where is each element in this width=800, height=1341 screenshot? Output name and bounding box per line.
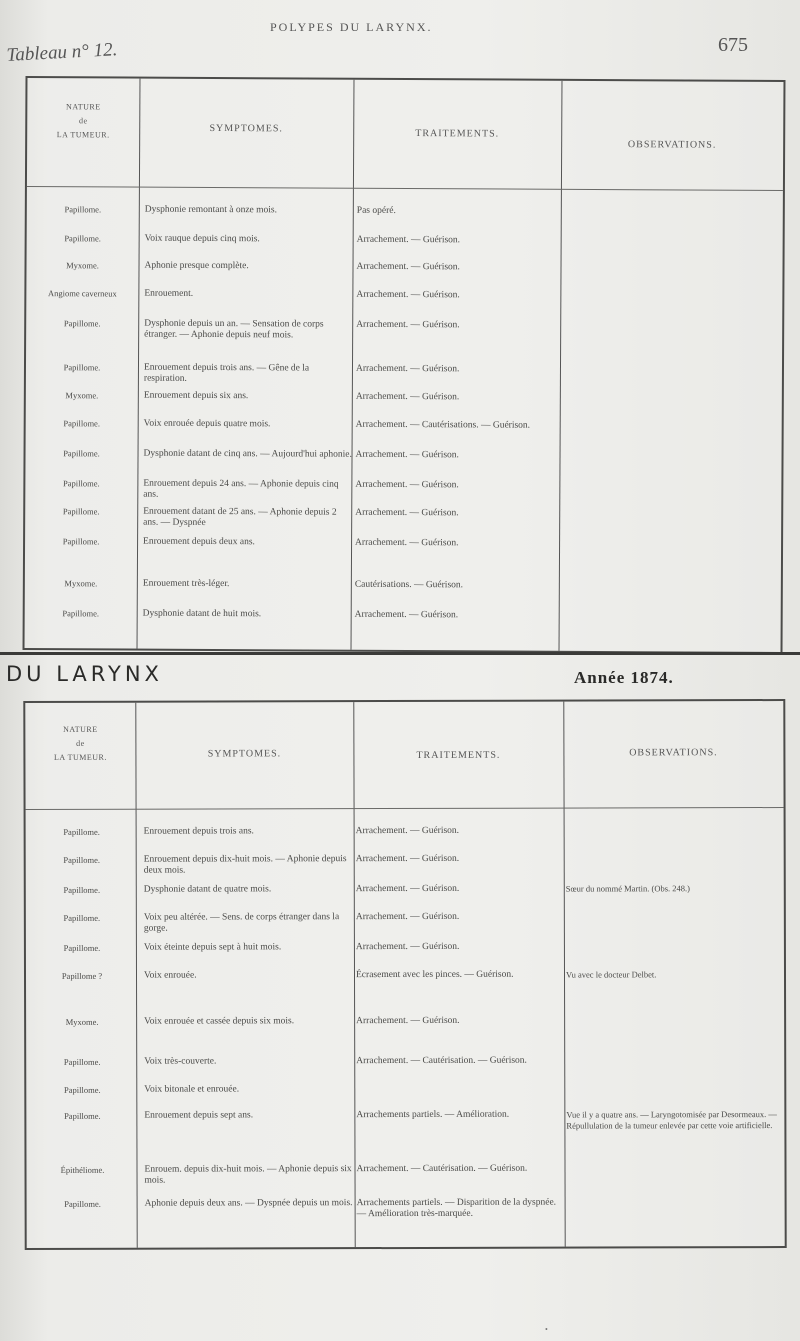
cell-symptomes: Enrouement. [144, 288, 194, 299]
cell-observations [566, 291, 780, 292]
cell-observations [566, 365, 780, 366]
header-traitements: TRAITEMENTS. [415, 128, 500, 140]
cell-nature: Papillome. [64, 204, 102, 215]
cell-traitements: Arrachement. — Guérison. [355, 363, 460, 375]
header-observations: OBSERVATIONS. [629, 747, 718, 759]
cell-symptomes: Dysphonie datant de cinq ans. — Aujourd'hui aphonie. [143, 448, 352, 460]
cell-observations [565, 611, 779, 612]
table-1 [23, 76, 786, 654]
cell-symptomes: Enrouement depuis trois ans. — Gêne de la respiration. [143, 362, 310, 384]
table-row [26, 1015, 784, 1027]
table-row [26, 1163, 784, 1186]
footer-mark: • [545, 1325, 548, 1334]
cell-nature: Papillome. [62, 506, 100, 517]
table-row [26, 390, 782, 403]
cell-nature: Papillome. [63, 478, 100, 489]
table-row [26, 883, 784, 895]
tableau-label: Tableau n° 12. [6, 39, 118, 66]
table-row [25, 608, 781, 621]
cell-traitements: Arrachement. — Guérison. [355, 479, 459, 491]
table-row [26, 448, 782, 461]
cell-observations [566, 321, 780, 322]
cell-symptomes: Dysphonie remontant à onze mois. [144, 204, 278, 216]
cell-symptomes: Aphonie depuis deux ans. — Dyspnée depuis un mois. [144, 1198, 353, 1209]
cell-nature: Papillome ? [61, 970, 103, 981]
header-nature-line2: de [78, 116, 88, 126]
table-row [27, 233, 783, 246]
banner-year: Année 1874. [574, 668, 674, 687]
cell-observations [566, 393, 780, 394]
cell-symptomes: Enrouement depuis trois ans. [143, 826, 254, 837]
table-row [26, 318, 782, 341]
cell-nature: Papillome. [63, 448, 100, 459]
cell-symptomes: Enrouement depuis dix-huit mois. — Aphonie depuis deux mois. [143, 854, 347, 876]
cell-observations [565, 539, 779, 540]
table-row [27, 260, 783, 273]
cell-traitements: Écrasement avec les pinces. — Guérison. [355, 969, 514, 981]
cell-traitements: Arrachement. — Guérison. [355, 941, 460, 953]
cell-symptomes: Enrouement depuis deux ans. [143, 536, 255, 548]
header-nature-line3: LA TUMEUR. [56, 130, 110, 140]
cell-observations: Sœur du nommé Martin. (Obs. 248.) [565, 883, 690, 894]
cell-traitements: Arrachement. — Guérison. [355, 883, 460, 895]
cell-observations [566, 941, 780, 942]
table-row [26, 825, 784, 837]
cell-traitements: Arrachement. — Cautérisation. — Guérison. [356, 1055, 527, 1067]
cell-symptomes: Voix éteinte depuis sept à huit mois. [143, 942, 282, 953]
cell-nature: Papillome. [63, 884, 101, 895]
cell-observations [566, 853, 780, 854]
cell-observations: Vu avec le docteur Delbet. [565, 969, 657, 980]
cell-traitements: Arrachement. — Cautérisation. — Guérison. [356, 1163, 528, 1175]
cell-symptomes: Dysphonie datant de quatre mois. [143, 884, 272, 895]
cell-symptomes: Voix enrouée depuis quatre mois. [143, 418, 271, 430]
table-row [26, 969, 784, 981]
cell-observations [567, 1197, 781, 1198]
cell-nature: Papillome. [62, 536, 100, 547]
cell-symptomes: Enrouement très-léger. [142, 578, 230, 590]
cell-nature: Angiome caverneux [48, 288, 117, 299]
cell-symptomes: Dysphonie datant de huit mois. [142, 608, 262, 620]
header-divider [27, 186, 783, 191]
cell-symptomes: Enrouement depuis 24 ans. — Aphonie depuis cinq ans. [143, 478, 339, 500]
cell-traitements: Arrachement. — Guérison. [356, 261, 460, 273]
header-nature-line1: NATURE [63, 724, 98, 734]
table-row [26, 362, 782, 384]
table-row [26, 1055, 784, 1067]
cell-symptomes: Voix rauque depuis cinq mois. [144, 233, 260, 245]
cell-nature: Myxome. [64, 578, 98, 589]
cell-observations [567, 207, 781, 208]
cell-symptomes: Voix peu altérée. — Sens. de corps étranger dans la gorge. [143, 912, 340, 934]
cell-traitements: Arrachement. — Guérison. [355, 537, 459, 549]
header-nature-line2: de [76, 738, 85, 748]
cell-nature: Papillome. [64, 233, 101, 244]
cell-observations [565, 509, 779, 510]
header-nature-line3: LA TUMEUR. [53, 752, 107, 762]
cell-observations [566, 1055, 780, 1056]
cell-nature: Papillome. [62, 608, 100, 619]
cell-nature: Papillome. [63, 1084, 101, 1095]
header-nature-line1: NATURE [66, 102, 101, 112]
cell-nature: Myxome. [66, 260, 99, 271]
header-nature [25, 723, 135, 765]
cell-nature: Myxome. [65, 390, 99, 401]
cell-nature: Papillome. [63, 826, 100, 837]
table-row [26, 911, 784, 934]
cell-traitements: Arrachement. — Guérison. [355, 911, 460, 923]
cell-nature: Papillome. [63, 418, 101, 429]
header-observations: OBSERVATIONS. [627, 139, 717, 151]
cell-nature: Papillome. [63, 942, 101, 953]
cell-symptomes: Voix enrouée et cassée depuis six mois. [144, 1016, 295, 1027]
cell-traitements: Arrachement. — Guérison. [356, 319, 460, 331]
cell-observations [567, 263, 781, 264]
cell-symptomes: Voix enrouée. [143, 970, 197, 981]
header-divider [26, 807, 784, 810]
cell-traitements: Arrachement. — Guérison. [355, 449, 459, 461]
cell-symptomes: Voix bitonale et enrouée. [144, 1084, 240, 1095]
cell-nature: Épithéliome. [60, 1164, 105, 1175]
cell-traitements: Arrachement. — Guérison. [356, 234, 461, 246]
cell-traitements: Arrachement. — Cautérisations. — Guérison. [355, 419, 531, 431]
table-row [26, 288, 782, 301]
header-nature [27, 100, 139, 143]
cell-traitements: Arrachement. — Guérison. [355, 507, 459, 519]
table-2 [23, 699, 786, 1250]
page-number: 675 [718, 34, 748, 56]
table-row [26, 1083, 784, 1095]
banner-title: DU LARYNX [6, 662, 163, 686]
cell-traitements: Arrachement. — Guérison. [356, 1015, 460, 1027]
cell-traitements: Arrachement. — Guérison. [355, 825, 460, 837]
cell-symptomes: Voix très-couverte. [144, 1056, 217, 1067]
cell-traitements [356, 1084, 561, 1085]
table-row [25, 478, 781, 500]
table-row [26, 1109, 784, 1131]
cell-symptomes: Enrouement depuis six ans. [143, 390, 249, 402]
cell-nature: Papillome. [63, 854, 101, 865]
cell-traitements: Arrachements partiels. — Amélioration. [356, 1109, 510, 1121]
table-row [27, 204, 783, 216]
cell-nature: Papillome. [63, 912, 101, 923]
table-row [27, 1197, 785, 1220]
cell-observations [566, 825, 780, 826]
table-row [26, 418, 782, 431]
header-traitements: TRAITEMENTS. [416, 749, 501, 761]
cell-symptomes: Aphonie presque complète. [144, 260, 249, 272]
table-row [25, 506, 781, 528]
cell-symptomes: Enrouem. depuis dix-huit mois. — Aphonie depuis six mois. [144, 1164, 352, 1186]
cell-observations [566, 451, 780, 452]
cell-symptomes: Dysphonie depuis un an. — Sensation de corps étranger. — Aphonie depuis neuf mois. [144, 318, 324, 341]
table-row [26, 853, 784, 876]
cell-traitements: Arrachement. — Guérison. [355, 391, 460, 403]
banner-rule [0, 652, 800, 655]
cell-nature: Papillome. [63, 318, 101, 329]
cell-observations [566, 1015, 780, 1016]
cell-traitements: Pas opéré. [356, 205, 396, 216]
cell-traitements: Arrachement. — Guérison. [356, 289, 460, 301]
cell-observations [566, 1083, 780, 1084]
cell-nature: Papillome. [63, 362, 101, 373]
cell-observations [566, 911, 780, 912]
cell-nature: Myxome. [65, 1016, 99, 1027]
cell-traitements: Cautérisations. — Guérison. [354, 579, 464, 591]
table-row [25, 578, 781, 591]
cell-nature: Papillome. [64, 1198, 101, 1209]
cell-traitements: Arrachement. — Guérison. [354, 609, 459, 621]
header-symptomes: SYMPTOMES. [207, 748, 282, 760]
cell-observations: Vue il y a quatre ans. — Laryngotomisée par Desormeaux. — Répullulation de la tumeur enlevée par cette voie artificielle. [566, 1109, 777, 1131]
cell-traitements: Arrachements partiels. — Disparition de la dyspnée. — Amélioration très-marquée. [356, 1197, 557, 1220]
cell-observations [566, 1163, 780, 1164]
cell-symptomes: Enrouement depuis sept ans. [144, 1110, 254, 1121]
cell-observations [567, 236, 781, 237]
cell-symptomes: Enrouement datant de 25 ans. — Aphonie depuis 2 ans. — Dyspnée [143, 506, 337, 528]
table-row [25, 536, 781, 549]
cell-observations [565, 481, 779, 482]
table-row [26, 941, 784, 953]
cell-traitements: Arrachement. — Guérison. [355, 853, 460, 865]
cell-nature: Papillome. [63, 1056, 101, 1067]
running-title: POLYPES DU LARYNX. [270, 20, 433, 34]
header-symptomes: SYMPTOMES. [209, 122, 283, 135]
cell-observations [565, 581, 779, 582]
cell-nature: Papillome. [64, 1110, 101, 1121]
cell-observations [566, 421, 780, 422]
